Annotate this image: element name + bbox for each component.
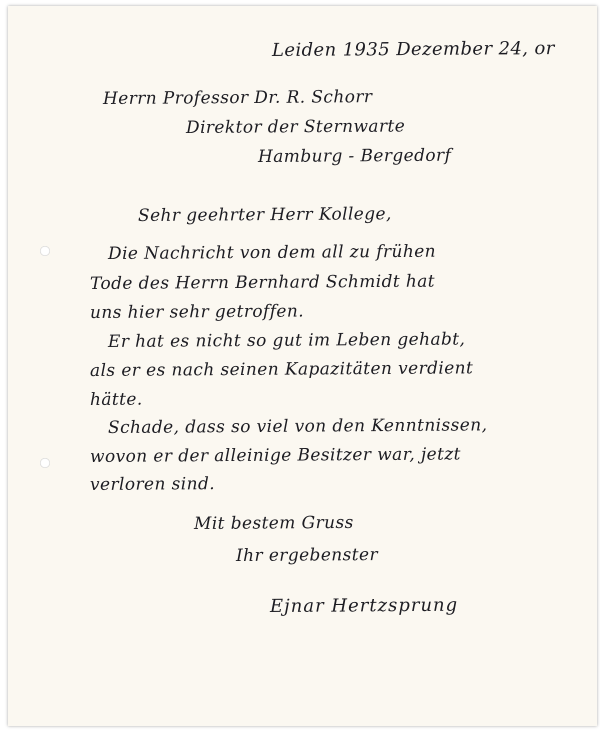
closing-formula: Ihr ergebenster: [235, 545, 379, 566]
punch-hole-bottom: [40, 458, 50, 468]
closing-greeting: Mit bestem Gruss: [193, 512, 354, 534]
body-line-5: als er es nach seinen Kapazitäten verdient: [89, 358, 474, 381]
body-line-8: wovon er der alleinige Besitzer war, jetzt: [89, 444, 461, 467]
body-line-6: hätte.: [89, 389, 143, 410]
dateline: Leiden 1935 Dezember 24, or: [271, 38, 555, 61]
body-line-4: Er hat es nicht so gut im Leben gehabt,: [107, 329, 466, 352]
body-line-7: Schade, dass so viel von den Kenntnissen,: [107, 415, 488, 438]
recipient-name: Herrn Professor Dr. R. Schorr: [102, 87, 373, 109]
recipient-title: Direktor der Sternwarte: [185, 116, 406, 138]
body-line-1: Die Nachricht von dem all zu frühen: [107, 241, 437, 264]
recipient-location: Hamburg - Bergedorf: [257, 145, 452, 167]
salutation: Sehr geehrter Herr Kollege,: [137, 204, 392, 226]
body-line-3: uns hier sehr getroffen.: [89, 301, 305, 323]
body-line-9: verloren sind.: [89, 474, 216, 495]
punch-hole-top: [40, 246, 50, 256]
signature: Ejnar Hertzsprung: [269, 594, 459, 617]
letter-sheet: [8, 6, 597, 726]
body-line-2: Tode des Herrn Bernhard Schmidt hat: [89, 271, 436, 294]
